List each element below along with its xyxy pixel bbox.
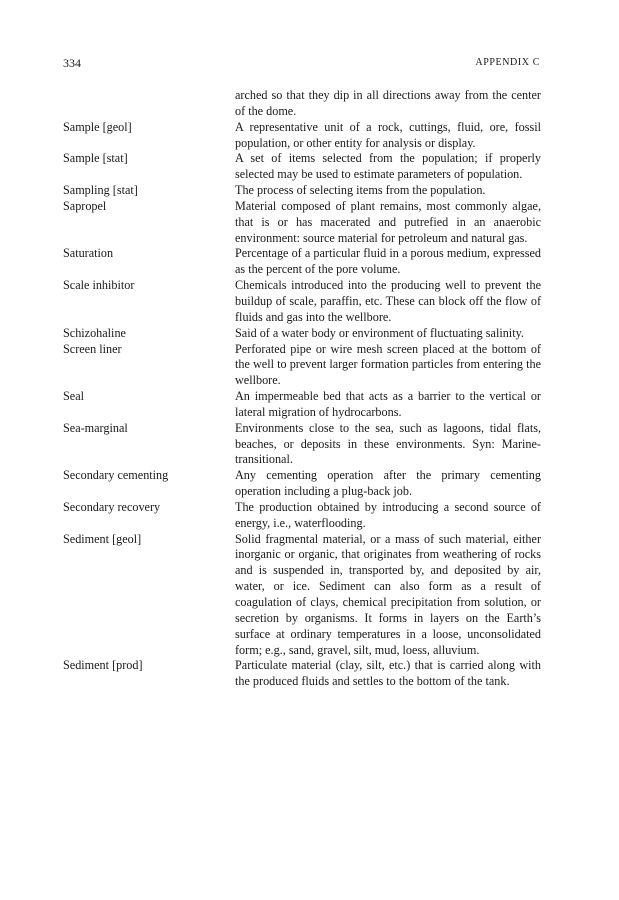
glossary-term: Scale inhibitor xyxy=(63,278,135,293)
glossary-entry xyxy=(63,199,541,247)
glossary-list xyxy=(63,88,541,690)
glossary-term: Saturation xyxy=(63,246,114,261)
glossary-entry xyxy=(63,120,541,152)
glossary-term: Sediment [geol] xyxy=(63,531,142,546)
glossary-term: Sampling [stat] xyxy=(63,183,138,198)
glossary-entry xyxy=(63,468,541,500)
glossary-definition: An impermeable bed that acts as a barrier to the vertical or lateral migration of hydrocarbons. xyxy=(235,389,541,419)
glossary-definition: The production obtained by introducing a second source of energy, i.e., waterflooding. xyxy=(235,499,541,530)
glossary-definition: Solid fragmental material, or a mass of such material, either inorganic or organic, that originates from weathering of rocks and is suspended in, transported by, and deposited by air, water, or ice. Sediment can also form as a result of coagulation of clays, chemical precipitation from solution, or secretion by organisms. It forms in layers on the Earth’s surface at ordinary temperatures in a loose, unconsolidated form; e.g., sand, gravel, silt, mud, loess, alluvium. xyxy=(235,531,541,657)
glossary-term: Seal xyxy=(63,389,84,404)
glossary-definition: Material composed of plant remains, most commonly algae, that is or has macerated and putrefied in an anaerobic environment: source material for petroleum and natural gas. xyxy=(235,198,541,245)
glossary-entry xyxy=(63,151,541,183)
glossary-entry xyxy=(63,88,541,120)
glossary-term: Screen liner xyxy=(63,341,122,356)
glossary-term: Sediment [prod] xyxy=(63,658,143,673)
glossary-entry xyxy=(63,183,541,199)
glossary-definition: Environments close to the sea, such as lagoons, tidal flats, beaches, or deposits in these environments. Syn: Marine-transitional. xyxy=(235,420,541,467)
glossary-definition: Percentage of a particular fluid in a porous medium, expressed as the percent of the pore volume. xyxy=(235,246,541,277)
glossary-entry xyxy=(63,500,541,532)
glossary-term: Schizohaline xyxy=(63,325,126,340)
glossary-entry xyxy=(63,342,541,390)
glossary-term: Secondary cementing xyxy=(63,468,169,483)
glossary-entry xyxy=(63,246,541,278)
glossary-definition: Particulate material (clay, silt, etc.) that is carried along with the produced fluids and settles to the bottom of the tank. xyxy=(235,658,541,689)
glossary-term: Secondary recovery xyxy=(63,499,161,514)
glossary-definition: Said of a water body or environment of fluctuating salinity. xyxy=(235,325,524,340)
glossary-entry xyxy=(63,532,541,659)
glossary-definition: A representative unit of a rock, cuttings, fluid, ore, fossil population, or other entity for analysis or display. xyxy=(235,119,541,150)
glossary-term: Sample [geol] xyxy=(63,119,132,134)
glossary-definition: Any cementing operation after the primary cementing operation including a plug-back job. xyxy=(235,468,541,499)
glossary-term: Sample [stat] xyxy=(63,151,128,166)
glossary-term: Sapropel xyxy=(63,198,107,213)
glossary-entry xyxy=(63,326,541,342)
running-head: APPENDIX C xyxy=(475,57,540,68)
glossary-definition: A set of items selected from the population; if properly selected may be used to estimate parameters of population. xyxy=(235,151,541,182)
glossary-definition: Perforated pipe or wire mesh screen placed at the bottom of the well to prevent larger formation particles from entering the wellbore. xyxy=(235,341,541,388)
glossary-entry xyxy=(63,421,541,469)
glossary-term xyxy=(63,88,235,120)
glossary-entry xyxy=(63,658,541,690)
glossary-entry xyxy=(63,389,541,421)
glossary-definition: The process of selecting items from the population. xyxy=(235,183,486,198)
glossary-definition: arched so that they dip in all directions away from the center of the dome. xyxy=(235,88,541,118)
glossary-definition: Chemicals introduced into the producing well to prevent the buildup of scale, paraffin, etc. These can block off the flow of fluids and gas into the wellbore. xyxy=(235,278,541,324)
glossary-entry xyxy=(63,278,541,326)
glossary-term: Sea-marginal xyxy=(63,420,128,435)
page-number: 334 xyxy=(63,56,81,70)
